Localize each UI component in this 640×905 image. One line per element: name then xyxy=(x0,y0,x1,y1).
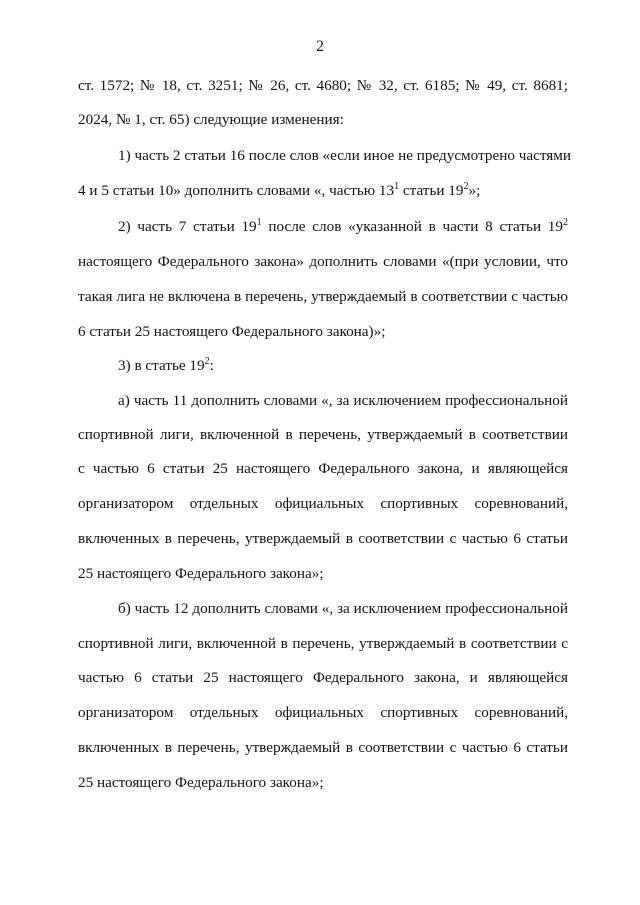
text-line: 1) часть 2 статьи 16 после слов «если иное не предусмотрено частями xyxy=(118,147,572,164)
text-line: такая лига не включена в перечень, утверждаемый в соответствии с частью xyxy=(78,288,568,305)
text-line: 2) часть 7 статьи $19^1$ после слов «указанной в части 8 статьи $19^2$ xyxy=(118,216,568,235)
text-line: включенных в перечень, утверждаемый в соответствии с частью 6 статьи xyxy=(78,530,568,547)
text-line: с частью 6 статьи 25 настоящего Федерального закона, и являющейся xyxy=(78,460,568,477)
text-line: организатором отдельных официальных спортивных соревнований, xyxy=(78,704,568,721)
text-line: 2024, № 1, ст. 65) следующие изменения: xyxy=(78,111,344,128)
text-line: ст. 1572; № 18, ст. 3251; № 26, ст. 4680; № 32, ст. 6185; № 49, ст. 8681; xyxy=(78,77,568,94)
text-line: включенных в перечень, утверждаемый в соответствии с частью 6 статьи xyxy=(78,739,568,756)
text-line: 25 настоящего Федерального закона»; xyxy=(78,565,324,582)
text-line: б) часть 12 дополнить словами «, за исключением профессиональной xyxy=(118,600,568,617)
page-number: 2 xyxy=(316,38,324,55)
text-line: спортивной лиги, включенной в перечень, утверждаемый в соответствии с xyxy=(78,635,568,652)
text-line: 3) в статье $19^2$: xyxy=(118,355,214,374)
text-line: а) часть 11 дополнить словами «, за исключением профессиональной xyxy=(118,392,568,409)
text-line: 6 статьи 25 настоящего Федерального закона)»; xyxy=(78,323,386,340)
text-line: спортивной лиги, включенной в перечень, утверждаемый в соответствии xyxy=(78,426,568,443)
text-line: 4 и 5 статьи 10» дополнить словами «, частью $13^1$ статьи $19^2$»; xyxy=(78,180,481,199)
text-line: частью 6 статьи 25 настоящего Федерального закона, и являющейся xyxy=(78,669,568,686)
text-line: организатором отдельных официальных спортивных соревнований, xyxy=(78,495,568,512)
text-line: настоящего Федерального закона» дополнить словами «(при условии, что xyxy=(78,253,568,270)
text-line: 25 настоящего Федерального закона»; xyxy=(78,774,324,791)
